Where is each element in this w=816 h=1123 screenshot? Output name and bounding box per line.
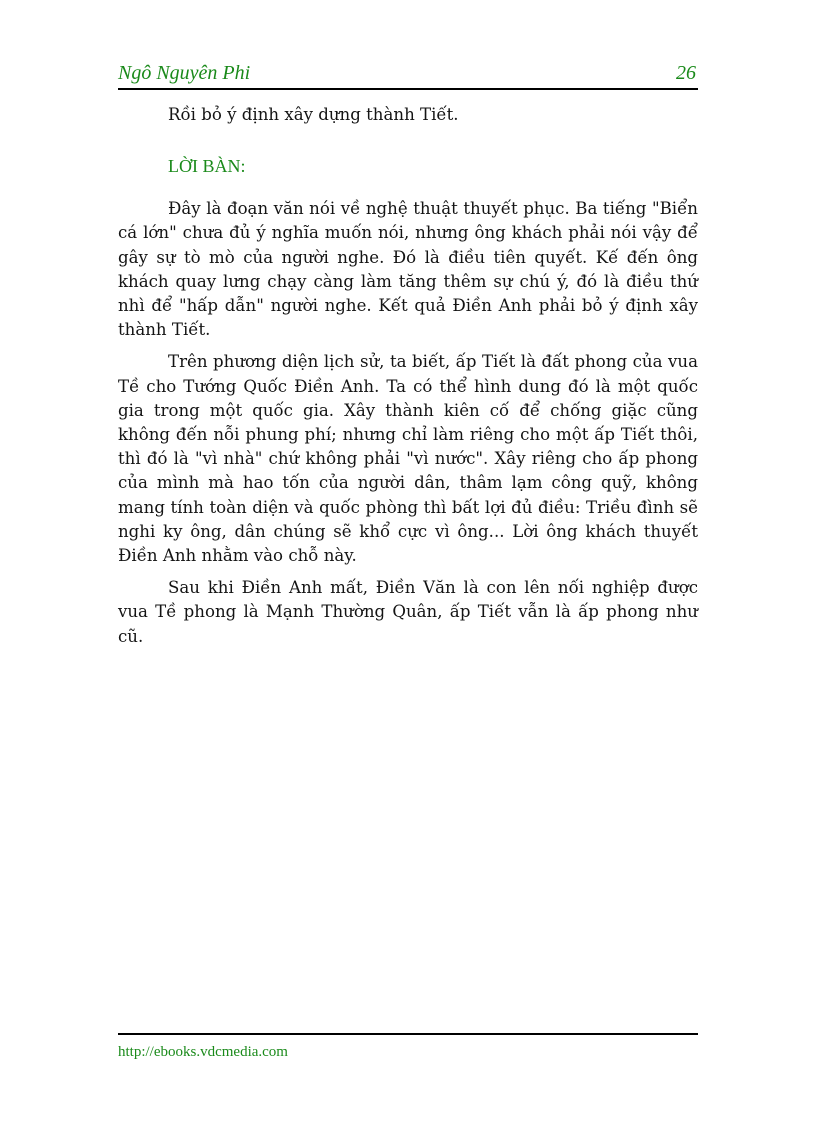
body-paragraph: Đây là đoạn văn nói về nghệ thuật thuyết phục. Ba tiếng "Biển cá lớn" chưa đủ ý nghĩa muốn nói, nhưng ông khách phải nói vậy để gây sự tò mò của người nghe. Đó là điều tiên quyết. Kế đến ông khách quay lưng chạy càng làm tăng thêm sự chú ý, đó là điều thứ nhì để "hấp dẫn" người nghe. Kết quả Điền Anh phải bỏ ý định xây thành Tiết.	[118, 199, 698, 340]
footer-divider	[118, 1033, 698, 1035]
body-paragraph: Trên phương diện lịch sử, ta biết, ấp Tiết là đất phong của vua Tề cho Tướng Quốc Điền Anh. Ta có thể hình dung đó là một quốc gia trong một quốc gia. Xây thành kiên cố để chống giặc cũng không đến nỗi phung phí; nhưng chỉ làm riêng cho một ấp Tiết thôi, thì đó là "vì nhà" chứ không phải "vì nước". Xây riêng cho ấp phong của mình mà hao tốn của người dân, thâm lạm công quỹ, không mang tính toàn diện và quốc phòng thì bất lợi đủ điều: Triều đình sẽ nghi ky ông, dân chúng sẽ khổ cực vì ông... Lời ông khách thuyết Điền Anh nhằm vào chỗ này.	[118, 352, 698, 566]
footer-url-link[interactable]: http://ebooks.vdcmedia.com	[118, 1044, 288, 1060]
section-title: LỜI BÀN:	[168, 156, 246, 177]
page-body	[118, 103, 698, 657]
opening-line: Rồi bỏ ý định xây dựng thành Tiết.	[168, 105, 459, 124]
page-number: 26	[676, 62, 696, 84]
header-author: Ngô Nguyên Phi	[118, 62, 251, 84]
page-header	[118, 60, 698, 90]
body-paragraph: Sau khi Điền Anh mất, Điền Văn là con lên nối nghiệp được vua Tề phong là Mạnh Thường Quân, ấp Tiết vẫn là ấp phong như cũ.	[118, 578, 698, 646]
